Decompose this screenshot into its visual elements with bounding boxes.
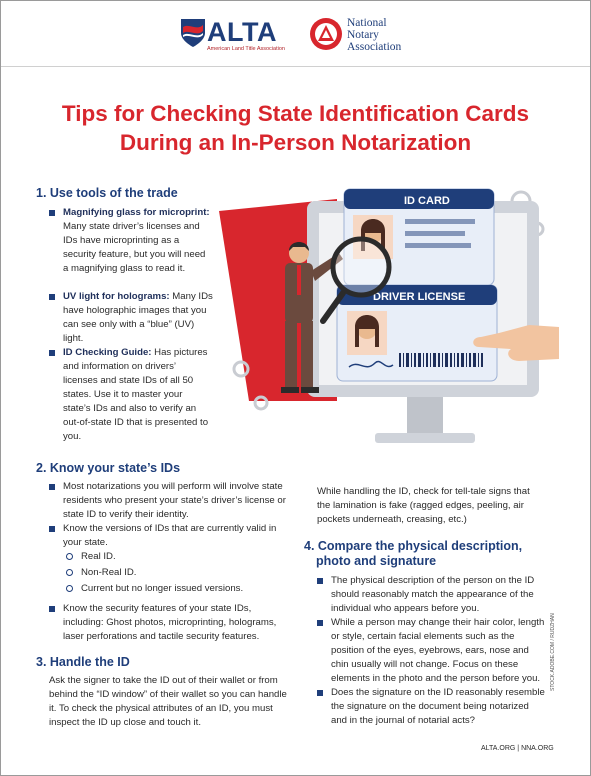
driver-license-label: DRIVER LICENSE xyxy=(373,291,466,303)
section4-heading-line1: 4. Compare the physical description, xyxy=(304,539,523,553)
item-bold: Magnifying glass for microprint: xyxy=(63,207,210,218)
item-bold: UV light for holograms: xyxy=(63,291,170,302)
nna-logo xyxy=(309,15,429,55)
section2-item-1: Most notarizations you will perform will involve state residents who present your state’s driver’s license or state ID to verify their identity. xyxy=(63,481,286,520)
bullet-icon xyxy=(317,690,323,696)
bullet-icon xyxy=(49,606,55,612)
item-bold: ID Checking Guide: xyxy=(63,347,152,358)
item-text: Has pictures and information on drivers’ licenses and state IDs of all 50 states. Use it to master your state’s IDs and also to verify an out-of-state ID that is presented to you. xyxy=(63,347,209,442)
man-leg xyxy=(285,321,297,389)
bullet-icon xyxy=(317,578,323,584)
footer-url: ALTA.ORG | NNA.ORG xyxy=(481,745,554,752)
man-shoe xyxy=(301,387,319,393)
bullet-icon xyxy=(317,620,323,626)
section2-heading: 2. Know your state’s IDs xyxy=(36,461,181,475)
image-credit: STOCK.ADOBE.COM / RUDZHAN xyxy=(550,613,556,691)
bullet-icon xyxy=(49,526,55,532)
notary-illustration xyxy=(219,181,559,461)
section4-item-3: Does the signature on the ID reasonably resemble the signature on the document being notarized and in the journal of notarial acts? xyxy=(331,687,545,726)
section2-sub-2: Non-Real ID. xyxy=(81,567,137,578)
item-text: Many IDs have holographic images that you can see only with a “blue” (UV) light. xyxy=(63,291,213,344)
ring-bullet-icon xyxy=(66,569,73,576)
ring-bullet-icon xyxy=(66,553,73,560)
section4-heading xyxy=(304,539,522,569)
id-card-label: ID CARD xyxy=(404,195,450,207)
nna-line2: Notary xyxy=(347,29,379,41)
bullet-icon xyxy=(49,294,55,300)
nna-name xyxy=(347,17,401,53)
page-title xyxy=(1,99,590,157)
man-leg xyxy=(301,321,313,389)
alta-shield-icon xyxy=(179,17,207,49)
section2-item-3: Know the security features of your state IDs, including: Ghost photos, microprinting, holograms, laser perforations and tactile security features. xyxy=(63,603,277,642)
bullet-icon xyxy=(49,210,55,216)
section2-sub-3: Current but no longer issued versions. xyxy=(81,583,244,594)
nna-seal-icon xyxy=(309,17,343,51)
section1-item-1 xyxy=(63,206,213,276)
monitor-base xyxy=(375,433,475,443)
section4-item-1: The physical description of the person on the ID should reasonably match the appearance of the individual who appears before you. xyxy=(331,575,535,614)
title-line2: During an In-Person Notarization xyxy=(119,130,472,155)
section3-heading: 3. Handle the ID xyxy=(36,655,130,669)
man-tie xyxy=(297,265,301,295)
header xyxy=(1,1,590,67)
nna-line3: Association xyxy=(347,41,402,53)
title-line1: Tips for Checking State Identification Cards xyxy=(61,101,530,126)
man-shoe xyxy=(281,387,299,393)
alta-tagline: American Land Title Association xyxy=(207,46,285,52)
section4-item-2: While a person may change their hair color, length or style, certain facial elements such as the position of the eyes, eyebrows, ears, nose and chin usually will not change. Focus on these elements in the photo and the person before you. xyxy=(331,617,545,684)
alta-logo xyxy=(179,15,289,55)
section3-paragraph: Ask the signer to take the ID out of their wallet or from behind the “ID window” of their wallet so you can handle it. To check the physical attributes of an ID, you must inspect the ID up close and touch it. xyxy=(49,675,287,728)
section1-item-3 xyxy=(63,346,211,444)
item-text: Many state driver’s licenses and IDs have microprinting as a security feature, but you will need a magnifying glass to read it. xyxy=(63,221,206,274)
id-card-line xyxy=(405,243,471,248)
section3-paragraph-2: While handling the ID, check for tell-tale signs that the lamination is fake (ragged edges, peeling, air pockets underneath, creasing, etc.) xyxy=(317,486,530,525)
section4-heading-line2: photo and signature xyxy=(316,554,437,568)
section1-heading: 1. Use tools of the trade xyxy=(36,186,178,200)
ring-bullet-icon xyxy=(66,585,73,592)
bullet-icon xyxy=(49,350,55,356)
id-card-line xyxy=(405,219,475,224)
id-card-line xyxy=(405,231,465,236)
bullet-icon xyxy=(49,484,55,490)
monitor-stand xyxy=(407,397,443,435)
nna-line1: National xyxy=(347,17,387,29)
section2-sub-1: Real ID. xyxy=(81,551,116,562)
section1-item-2 xyxy=(63,290,213,346)
alta-name: ALTA xyxy=(207,17,277,47)
section2-item-2: Know the versions of IDs that are currently valid in your state. xyxy=(63,523,277,548)
